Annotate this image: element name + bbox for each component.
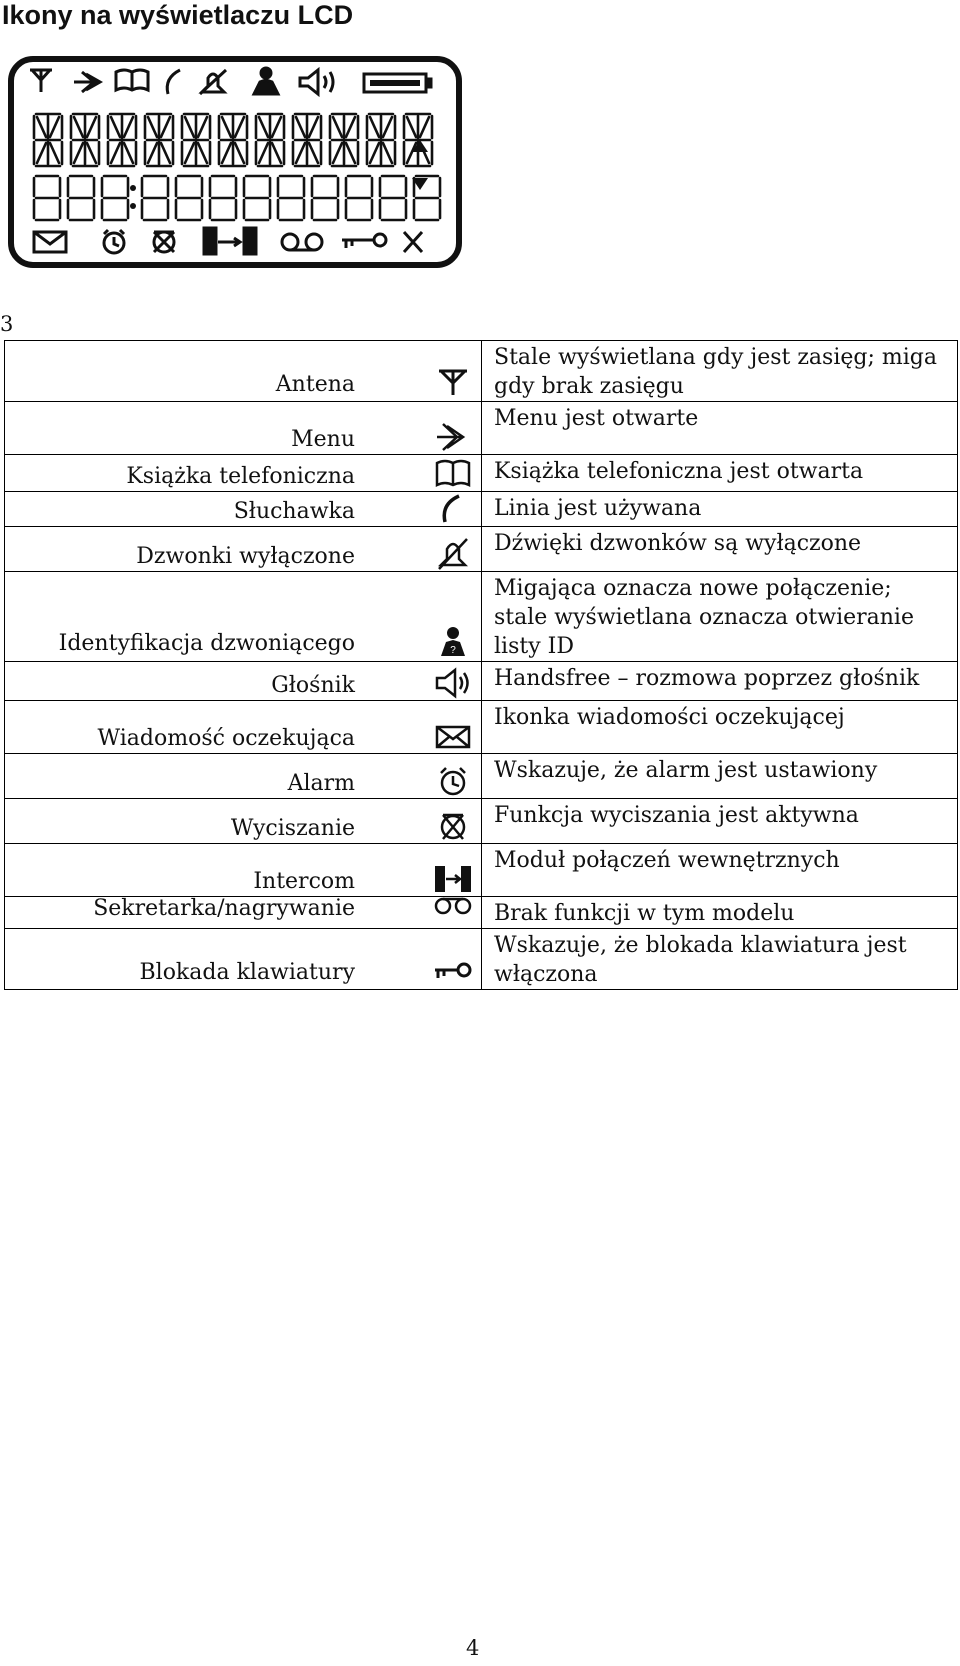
icon-description-cell: Wskazuje, że blokada klawiatura jest włączona <box>482 929 958 990</box>
icon-legend-table <box>4 340 958 990</box>
icon-name-cell <box>5 897 482 929</box>
icon-name-label: Dzwonki wyłączone <box>136 544 355 569</box>
icon-description-cell: Wskazuje, że alarm jest ustawiony <box>482 754 958 799</box>
icon-description-cell: Brak funkcji w tym modelu <box>482 897 958 929</box>
icon-name-label: Słuchawka <box>233 499 355 524</box>
handset-icon <box>433 492 473 526</box>
intercom-icon <box>204 228 216 254</box>
table-row <box>5 527 958 572</box>
icon-name-cell <box>5 754 482 799</box>
icon-description-cell: Dźwięki dzwonków są wyłączone <box>482 527 958 572</box>
tape-icon <box>433 889 473 923</box>
alarm-clock-icon <box>433 764 473 798</box>
antenna-icon <box>433 365 473 399</box>
icon-name-label: Wyciszanie <box>230 816 355 841</box>
icon-name-label: Antena <box>275 372 355 397</box>
page-title: Ikony na wyświetlaczu LCD <box>2 0 354 30</box>
icon-name-cell <box>5 701 482 754</box>
menu-arrow-icon <box>433 420 473 454</box>
icon-name-label: Menu <box>291 427 355 452</box>
phonebook-icon <box>433 457 473 491</box>
mute-icon <box>433 809 473 843</box>
speaker-icon <box>433 666 473 700</box>
icon-name-label: Książka telefoniczna <box>126 464 355 489</box>
table-row <box>5 799 958 844</box>
lcd-display-illustration <box>8 56 488 288</box>
bell-off-icon <box>433 537 473 571</box>
caller-id-icon <box>433 624 473 658</box>
svg-text:?: ? <box>450 645 456 656</box>
table-row <box>5 662 958 701</box>
table-row <box>5 492 958 527</box>
lcd-alphanumeric-row <box>34 114 432 166</box>
envelope-icon <box>433 719 473 753</box>
icon-name-cell <box>5 844 482 897</box>
icon-name-label: Sekretarka/nagrywanie <box>93 896 355 921</box>
icon-name-cell <box>5 341 482 402</box>
page-number-bottom: 4 <box>466 1636 480 1660</box>
icon-name-label: Wiadomość oczekująca <box>97 726 355 751</box>
icon-name-cell <box>5 527 482 572</box>
icon-description-cell: Menu jest otwarte <box>482 402 958 455</box>
icon-name-cell <box>5 572 482 662</box>
icon-name-label: Identyfikacja dzwoniącego <box>58 631 355 656</box>
key-icon <box>433 953 473 987</box>
icon-name-label: Intercom <box>253 869 355 894</box>
table-row <box>5 929 958 990</box>
table-row <box>5 341 958 402</box>
table-row <box>5 402 958 455</box>
icon-description-cell: Ikonka wiadomości oczekującej <box>482 701 958 754</box>
table-row <box>5 897 958 929</box>
icon-name-cell <box>5 662 482 701</box>
table-row <box>5 455 958 492</box>
icon-description-cell: Stale wyświetlana gdy jest zasięg; miga gdy brak zasięgu <box>482 341 958 402</box>
page-number-top: 3 <box>0 312 14 336</box>
icon-description-cell: Linia jest używana <box>482 492 958 527</box>
icon-description-cell: Funkcja wyciszania jest aktywna <box>482 799 958 844</box>
icon-name-cell <box>5 492 482 527</box>
icon-legend-body <box>5 341 958 990</box>
icon-name-label: Alarm <box>287 771 355 796</box>
icon-name-label: Głośnik <box>271 673 355 698</box>
icon-description-cell: Migająca oznacza nowe połączenie; stale wyświetlana oznacza otwieranie listy ID <box>482 572 958 662</box>
icon-description-cell: Książka telefoniczna jest otwarta <box>482 455 958 492</box>
icon-name-cell <box>5 929 482 990</box>
table-row <box>5 572 958 662</box>
icon-description-cell: Handsfree – rozmowa poprzez głośnik <box>482 662 958 701</box>
icon-description-cell: Moduł połączeń wewnętrznych <box>482 844 958 897</box>
table-row <box>5 844 958 897</box>
icon-name-label: Blokada klawiatury <box>139 960 355 985</box>
icon-name-cell <box>5 799 482 844</box>
table-row <box>5 701 958 754</box>
table-row <box>5 754 958 799</box>
icon-name-cell <box>5 455 482 492</box>
icon-name-cell <box>5 402 482 455</box>
